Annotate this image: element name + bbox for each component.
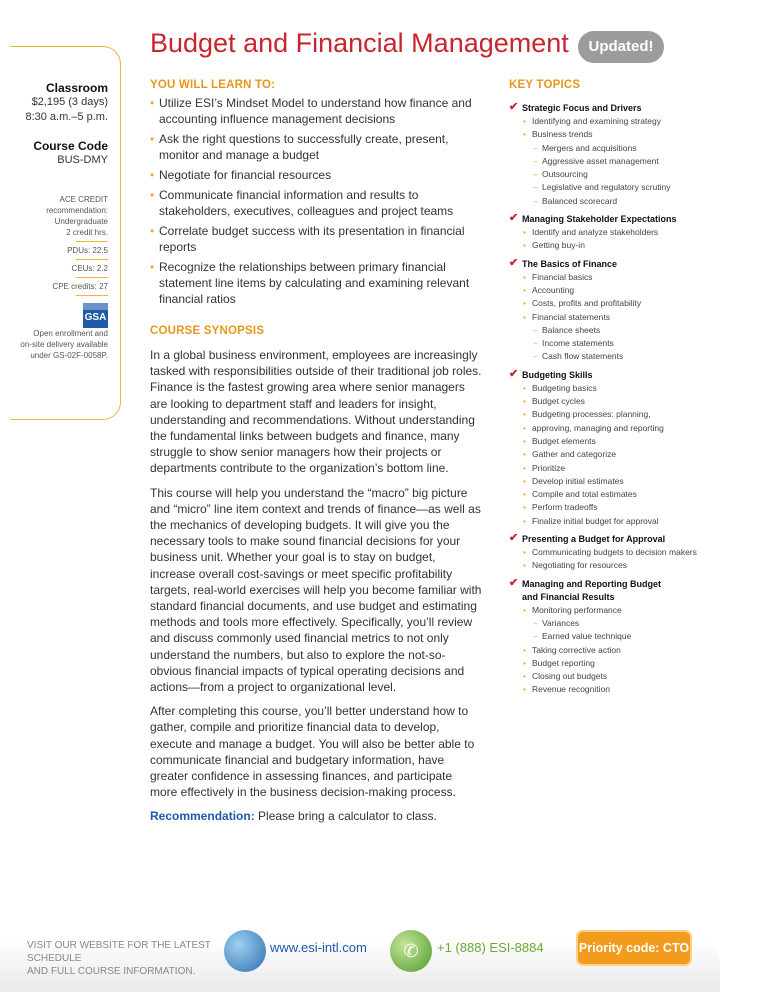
checkmark-icon: ✔: [509, 532, 519, 545]
topic-item: • Monitoring performance: [509, 604, 749, 617]
learn-item: • Recognize the relationships between primary financial statement line items by calculating and examining relevant financial ratios: [150, 259, 482, 307]
course-code-label: Course Code: [33, 139, 108, 153]
cpe-credits: CPE credits: 27: [52, 282, 108, 291]
topic-subitem: – Balance sheets: [509, 324, 749, 337]
synopsis-paragraph: In a global business environment, employees are increasingly tasked with responsibilities outside of their traditional job roles. Finance is the fastest growing area where senior managers are looking to department staff and leaders for insight, understanding and recommendations. Without understanding the fundamental links between budgets and finance, many struggle to show senior managers how their projects or departments contribute to the organization’s bottom line.: [150, 348, 482, 476]
ace-credit-line: 2 credit hrs.: [66, 228, 108, 237]
divider: [76, 295, 108, 296]
topic-item: • Budgeting processes: planning,: [509, 408, 749, 421]
topic-subitem: – Legislative and regulatory scrutiny: [509, 181, 749, 194]
topic-item: • Taking corrective action: [509, 644, 749, 657]
topic-item: • Prioritize: [509, 462, 749, 475]
topic-subitem: – Mergers and acquisitions: [509, 142, 749, 155]
learn-item: • Communicate financial information and results to stakeholders, executives, colleagues and project teams: [150, 187, 482, 219]
ace-credit-line: recommendation:: [46, 206, 108, 215]
topic-subitem: – Balanced scorecard: [509, 195, 749, 208]
learn-item: • Utilize ESI’s Mindset Model to understand how finance and accounting influence management decisions: [150, 95, 482, 127]
topic-item: • Accounting: [509, 284, 749, 297]
recommendation: [150, 808, 482, 824]
ceus: CEUs: 2.2: [71, 264, 108, 273]
topic-item: • Identify and analyze stakeholders: [509, 226, 749, 239]
synopsis-heading: COURSE SYNOPSIS: [150, 325, 265, 337]
ace-credit-line: ACE CREDIT: [59, 195, 108, 204]
learn-item: • Negotiate for financial resources: [150, 167, 482, 183]
topic-heading: ✔ Budgeting Skills: [509, 367, 593, 380]
topic-subitem: – Income statements: [509, 337, 749, 350]
recommendation-text: Please bring a calculator to class.: [254, 809, 437, 824]
topic-subitem: – Earned value technique: [509, 630, 749, 643]
topic-item: • Financial statements: [509, 311, 749, 324]
course-info-sidebar: [10, 46, 121, 420]
divider: [76, 259, 108, 260]
topic-item: • Communicating budgets to decision makers: [509, 546, 749, 559]
format-label: Classroom: [45, 81, 108, 95]
divider: [76, 241, 108, 242]
price: $2,195 (3 days): [31, 96, 108, 108]
topic-item: • Develop initial estimates: [509, 475, 749, 488]
checkmark-icon: ✔: [509, 256, 519, 269]
course-code: BUS-DMY: [57, 154, 108, 166]
visit-website-note: VISIT OUR WEBSITE FOR THE LATEST SCHEDULE AND FULL COURSE INFORMATION.: [27, 940, 211, 977]
learn-list: [150, 95, 482, 307]
page-title: Budget and Financial Management: [150, 28, 569, 58]
synopsis-paragraph: After completing this course, you’ll better understand how to gather, compile and prioritize financial data to develop, execute and manage a budget. You will also be better able to communicate financial and budgetary information, have greater confidence in assessing finances, and participate more effectively in the business decision-making process.: [150, 704, 475, 800]
topic-item: • Closing out budgets: [509, 670, 749, 683]
divider: [76, 277, 108, 278]
topic-item-continued: • approving, managing and reporting: [509, 422, 749, 435]
gsa-line: under GS-02F-0058P.: [30, 351, 108, 360]
topic-item: • Costs, profits and profitability: [509, 297, 749, 310]
topic-item: • Business trends: [509, 128, 749, 141]
topic-item: • Getting buy-in: [509, 239, 749, 252]
gsa-line: Open enrollment and: [33, 329, 108, 338]
learn-heading: YOU WILL LEARN TO:: [150, 79, 276, 91]
learn-item: • Ask the right questions to successfully create, present, monitor and manage a budget: [150, 131, 482, 163]
topic-subitem: – Cash flow statements: [509, 350, 749, 363]
priority-code-badge: Priority code: CTO: [576, 930, 692, 966]
footer: [0, 930, 768, 994]
topic-item: • Financial basics: [509, 271, 749, 284]
updated-badge: Updated!: [578, 31, 664, 63]
hours: 8:30 a.m.–5 p.m.: [25, 111, 108, 123]
topic-item: • Finalize initial budget for approval: [509, 515, 749, 528]
topic-heading: ✔ Managing and Reporting Budget and Financial Results: [509, 576, 661, 602]
learn-item: • Correlate budget success with its presentation in financial reports: [150, 223, 482, 255]
checkmark-icon: ✔: [509, 367, 519, 380]
topic-subitem: – Aggressive asset management: [509, 155, 749, 168]
topic-subitem: – Variances: [509, 617, 749, 630]
key-topics-column: [509, 79, 749, 697]
topic-heading: ✔ Strategic Focus and Drivers: [509, 101, 642, 113]
topic-heading: ✔ Managing Stakeholder Expectations: [509, 212, 677, 225]
checkmark-icon: ✔: [509, 212, 519, 225]
topic-item: • Identifying and examining strategy: [509, 115, 749, 128]
checkmark-icon: ✔: [509, 101, 519, 113]
topic-item: • Revenue recognition: [509, 683, 749, 696]
gsa-line: on-site delivery available: [20, 340, 108, 349]
topic-item: • Budgeting basics: [509, 382, 749, 395]
ace-credit-line: Undergraduate: [54, 217, 108, 226]
checkmark-icon: ✔: [509, 576, 519, 589]
topic-item: • Perform tradeoffs: [509, 501, 749, 514]
topic-heading: ✔ The Basics of Finance: [509, 256, 618, 269]
phone-number[interactable]: +1 (888) ESI-8884: [437, 940, 544, 955]
topic-subitem: – Outsourcing: [509, 168, 749, 181]
synopsis-paragraph: This course will help you understand the “macro” big picture and “micro” line item context and trends of finance—as well as the mechanics of developing budgets. It will give you the necessary tools to make sound financial decisions for your business unit. Whether your goal is to stay on budget, increase overall cost-savings or meet specific profitability targets, real-world exercises will help you become familiar with standard financial documents, and use budget and estimating methods and tools more effectively. Specifically, you’ll review and discuss commonly used financial metrics to not only understand the numbers, but also to explore the not-so-obvious financial impacts of typical operating decisions and actions—from a project to organizational level.: [150, 485, 482, 695]
globe-search-icon: [224, 930, 266, 972]
recommendation-label: Recommendation:: [150, 809, 255, 824]
phone-icon: ✆: [390, 930, 432, 972]
main-column: [150, 79, 482, 833]
topic-item: • Budget cycles: [509, 395, 749, 408]
gsa-logo: GSA: [83, 303, 108, 328]
course-info-content: [0, 81, 108, 361]
topic-heading: ✔ Presenting a Budget for Approval: [509, 532, 666, 545]
topic-item: • Negotiating for resources: [509, 559, 749, 572]
key-topics-heading: KEY TOPICS: [509, 79, 581, 91]
topic-item: • Budget elements: [509, 435, 749, 448]
pdus: PDUs: 22.5: [67, 246, 108, 255]
topic-item: • Budget reporting: [509, 657, 749, 670]
topic-item: • Compile and total estimates: [509, 488, 749, 501]
website-link[interactable]: www.esi-intl.com: [270, 940, 367, 955]
topic-item: • Gather and categorize: [509, 448, 749, 461]
